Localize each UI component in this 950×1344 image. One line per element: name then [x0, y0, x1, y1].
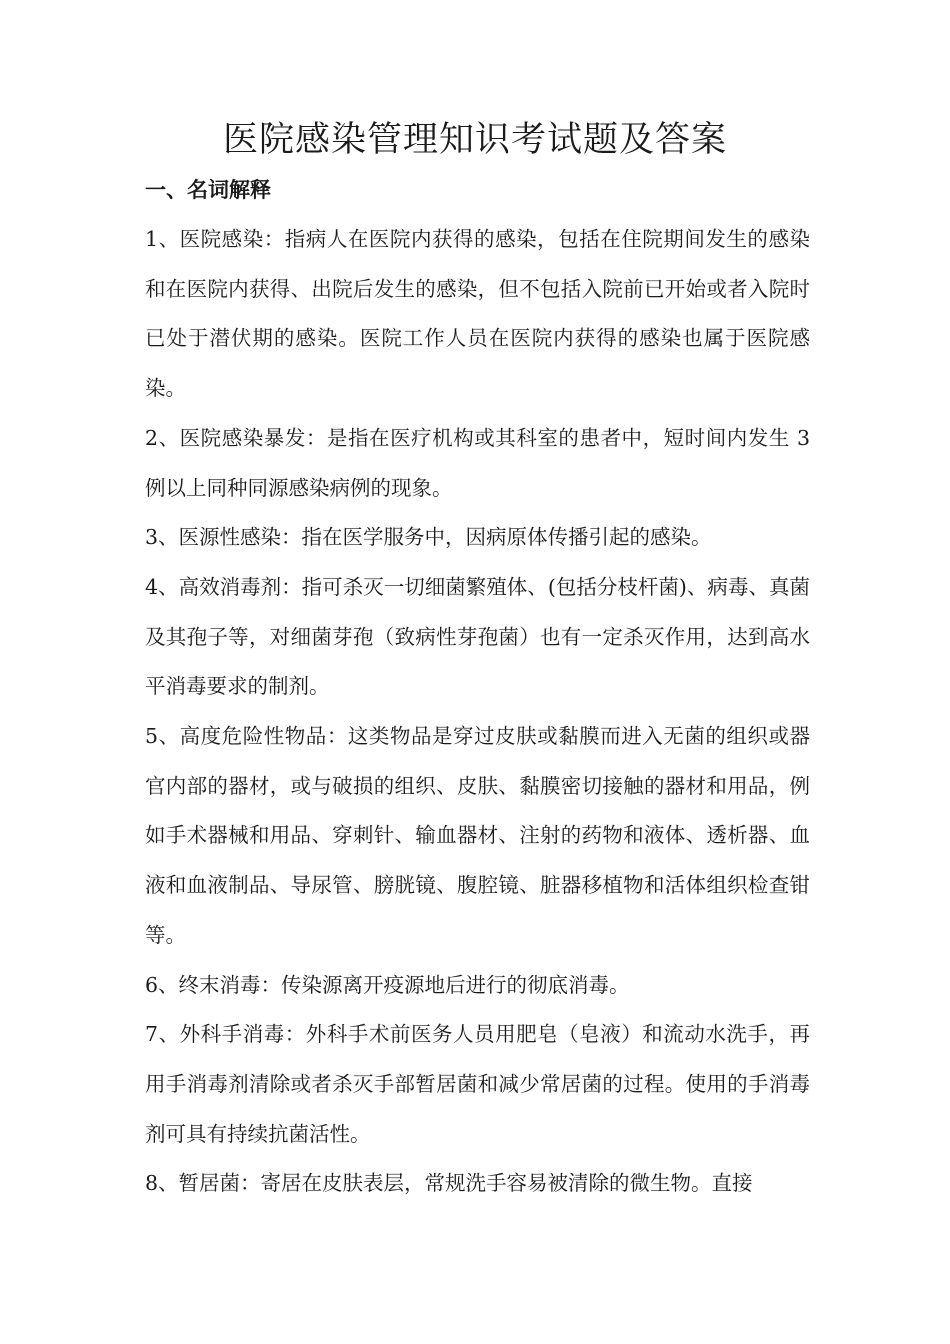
entry-1: 1、医院感染：指病人在医院内获得的感染，包括在住院期间发生的感染和在医院内获得、出院后发生的感染，但不包括入院前已开始或者入院时已处于潜伏期的感染。医院工作人员在医院内获得的感染也属于医院感染。 — [145, 227, 810, 401]
entries-list — [145, 215, 810, 1209]
entry-8: 8、暂居菌：寄居在皮肤表层，常规洗手容易被清除的微生物。直接 — [145, 1171, 753, 1196]
entry-5: 5、高度危险性物品：这类物品是穿过皮肤或黏膜而进入无菌的组织或器官内部的器材，或与破损的组织、皮肤、黏膜密切接触的器材和用品，例如手术器械和用品、穿刺针、输血器材、注射的药物和液体、透析器、血液和血液制品、导尿管、膀胱镜、腹腔镜、脏器移植物和活体组织检查钳等。 — [145, 724, 810, 947]
section-heading: 一、名词解释 — [145, 178, 271, 202]
entry-6: 6、终末消毒：传染源离开疫源地后进行的彻底消毒。 — [145, 972, 630, 997]
entry-4: 4、高效消毒剂：指可杀灭一切细菌繁殖体、(包括分枝杆菌)、病毒、真菌及其孢子等，对细菌芽孢（致病性芽孢菌）也有一定杀灭作用，达到高水平消毒要求的制剂。 — [145, 574, 810, 699]
entry-3: 3、医源性感染：指在医学服务中，因病原体传播引起的感染。 — [145, 525, 712, 550]
entry-2: 2、医院感染暴发：是指在医疗机构或其科室的患者中，短时间内发生 3 例以上同种同源感染病例的现象。 — [145, 425, 810, 500]
entry-7: 7、外科手消毒：外科手术前医务人员用肥皂（皂液）和流动水洗手，再用手消毒剂清除或者杀灭手部暂居菌和减少常居菌的过程。使用的手消毒剂可具有持续抗菌活性。 — [145, 1022, 810, 1146]
document-title: 医院感染管理知识考试题及答案 — [222, 120, 727, 160]
